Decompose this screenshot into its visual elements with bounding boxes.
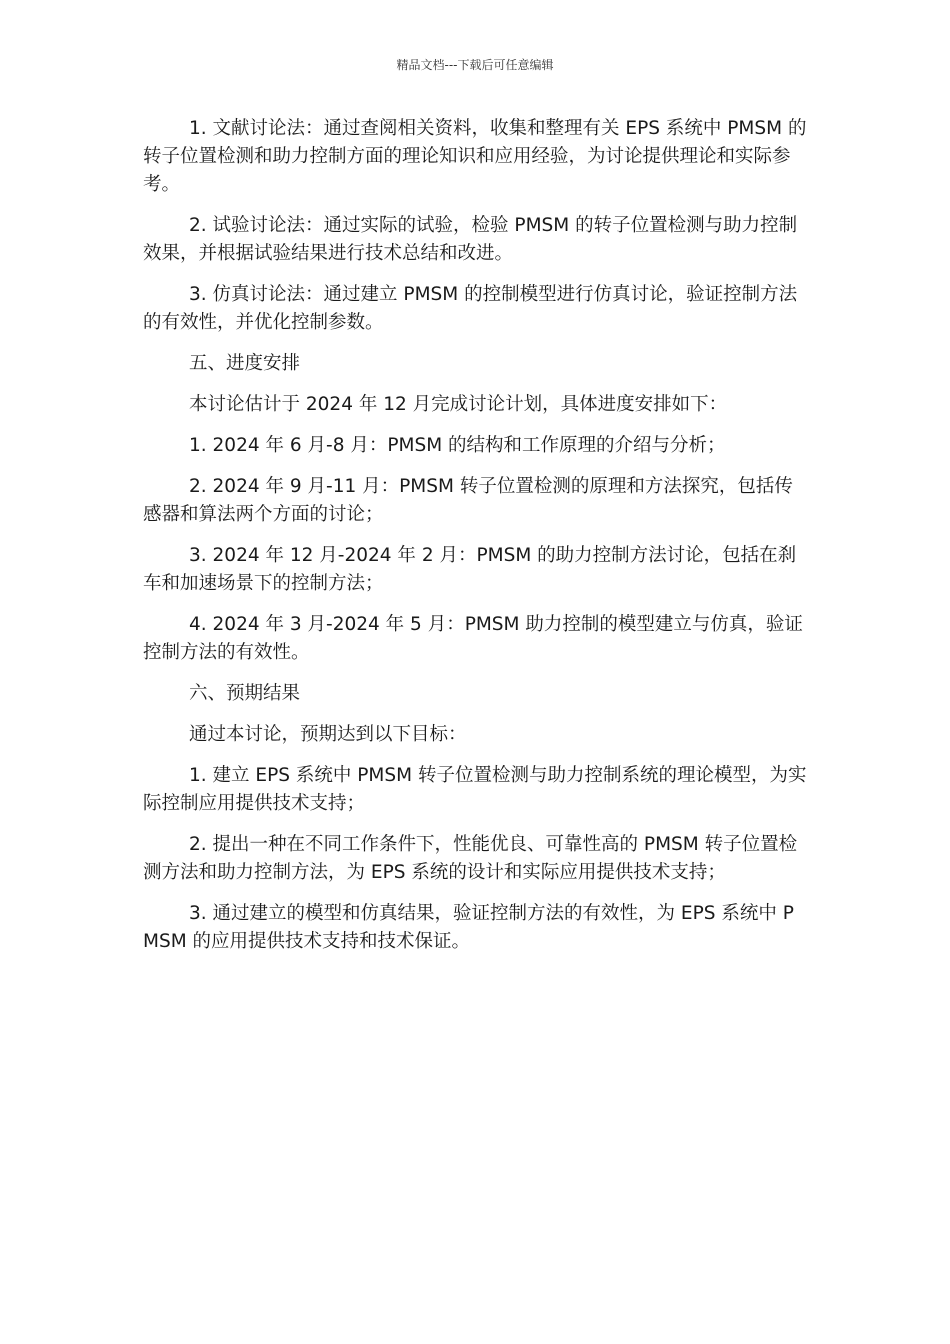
schedule-item-4: 4. 2024 年 3 月-2024 年 5 月：PMSM 助力控制的模型建立与仿真，验证控制方法的有效性。 bbox=[143, 614, 803, 663]
document-body bbox=[143, 115, 808, 969]
schedule-item-2: 2. 2024 年 9 月-11 月：PMSM 转子位置检测的原理和方法探究，包括传感器和算法两个方面的讨论； bbox=[143, 476, 793, 525]
section-heading-expected-results: 六、预期结果 bbox=[189, 683, 301, 704]
result-item-3: 3. 通过建立的模型和仿真结果，验证控制方法的有效性，为 EPS 系统中 PMSM 的应用提供技术支持和技术保证。 bbox=[143, 903, 794, 952]
method-simulation-paragraph: 3. 仿真讨论法：通过建立 PMSM 的控制模型进行仿真讨论，验证控制方法的有效性，并优化控制参数。 bbox=[143, 284, 798, 333]
result-item-1: 1. 建立 EPS 系统中 PMSM 转子位置检测与助力控制系统的理论模型，为实际控制应用提供技术支持； bbox=[143, 765, 807, 814]
result-item-2: 2. 提出一种在不同工作条件下，性能优良、可靠性高的 PMSM 转子位置检测方法和助力控制方法，为 EPS 系统的设计和实际应用提供技术支持； bbox=[143, 834, 798, 883]
section-heading-schedule: 五、进度安排 bbox=[189, 353, 301, 374]
schedule-item-3: 3. 2024 年 12 月-2024 年 2 月：PMSM 的助力控制方法讨论，包括在刹车和加速场景下的控制方法； bbox=[143, 545, 797, 594]
page-header: 精品文档---下载后可任意编辑 bbox=[396, 58, 554, 72]
method-literature-paragraph: 1. 文献讨论法：通过查阅相关资料，收集和整理有关 EPS 系统中 PMSM 的转子位置检测和助力控制方面的理论知识和应用经验，为讨论提供理论和实际参考。 bbox=[143, 118, 807, 195]
results-intro-paragraph: 通过本讨论，预期达到以下目标： bbox=[189, 724, 467, 745]
method-experiment-paragraph: 2. 试验讨论法：通过实际的试验，检验 PMSM 的转子位置检测与助力控制效果，并根据试验结果进行技术总结和改进。 bbox=[143, 215, 798, 264]
schedule-item-1: 1. 2024 年 6 月-8 月：PMSM 的结构和工作原理的介绍与分析； bbox=[189, 435, 726, 456]
schedule-intro-paragraph: 本讨论估计于 2024 年 12 月完成讨论计划，具体进度安排如下： bbox=[189, 394, 728, 415]
